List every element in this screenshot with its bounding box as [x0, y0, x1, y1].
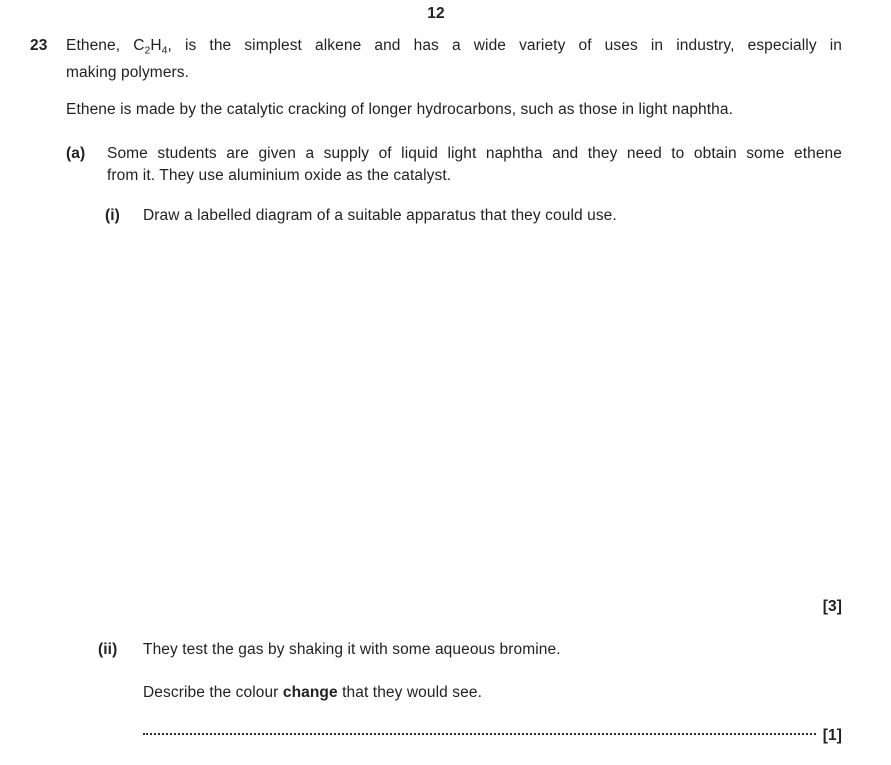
- question-context: Ethene is made by the catalytic cracking of longer hydrocarbons, such as those in light naphtha.: [66, 101, 734, 118]
- page-number: 12: [427, 5, 445, 22]
- prompt-text-segment: Describe the colour: [143, 684, 283, 701]
- answer-line-row: [143, 725, 842, 747]
- part-a-line1: Some students are given a supply of liquid light naphtha and they need to obtain some ethene: [107, 145, 842, 162]
- part-a-i: [105, 205, 842, 227]
- diagram-answer-space: [66, 230, 842, 590]
- part-a-ii: [98, 639, 842, 661]
- part-a-i-text: Draw a labelled diagram of a suitable apparatus that they could use.: [143, 207, 617, 224]
- question-intro-line2: making polymers.: [66, 63, 190, 81]
- prompt-bold-word: change: [282, 684, 338, 701]
- intro-text-segment: Ethene, C: [66, 37, 145, 54]
- part-a-text: [107, 143, 842, 187]
- formula-subscript: 4: [161, 44, 168, 57]
- intro-text-segment: H: [150, 37, 162, 54]
- part-a-ii-prompt: [143, 682, 842, 704]
- part-a: [66, 143, 842, 187]
- answer-dotted-line: [143, 733, 816, 735]
- prompt-text-segment: that they would see.: [337, 684, 482, 701]
- part-a-label: (a): [66, 145, 86, 162]
- part-a-ii-label: (ii): [98, 641, 118, 658]
- question-intro: [66, 35, 842, 84]
- part-a-i-marks: [3]: [822, 598, 842, 615]
- part-a-i-label: (i): [105, 207, 120, 224]
- question-intro-line1: [66, 35, 842, 62]
- formula-subscript: 2: [144, 44, 151, 57]
- part-a-ii-marks: [1]: [822, 727, 842, 744]
- question-number: 23: [30, 37, 48, 54]
- part-a-line2: from it. They use aluminium oxide as the catalyst.: [107, 167, 452, 184]
- part-a-ii-text: They test the gas by shaking it with some aqueous bromine.: [143, 641, 561, 658]
- intro-text-segment: , is the simplest alkene and has a wide variety of uses in industry, especially in: [167, 37, 842, 54]
- question-23: [30, 35, 842, 84]
